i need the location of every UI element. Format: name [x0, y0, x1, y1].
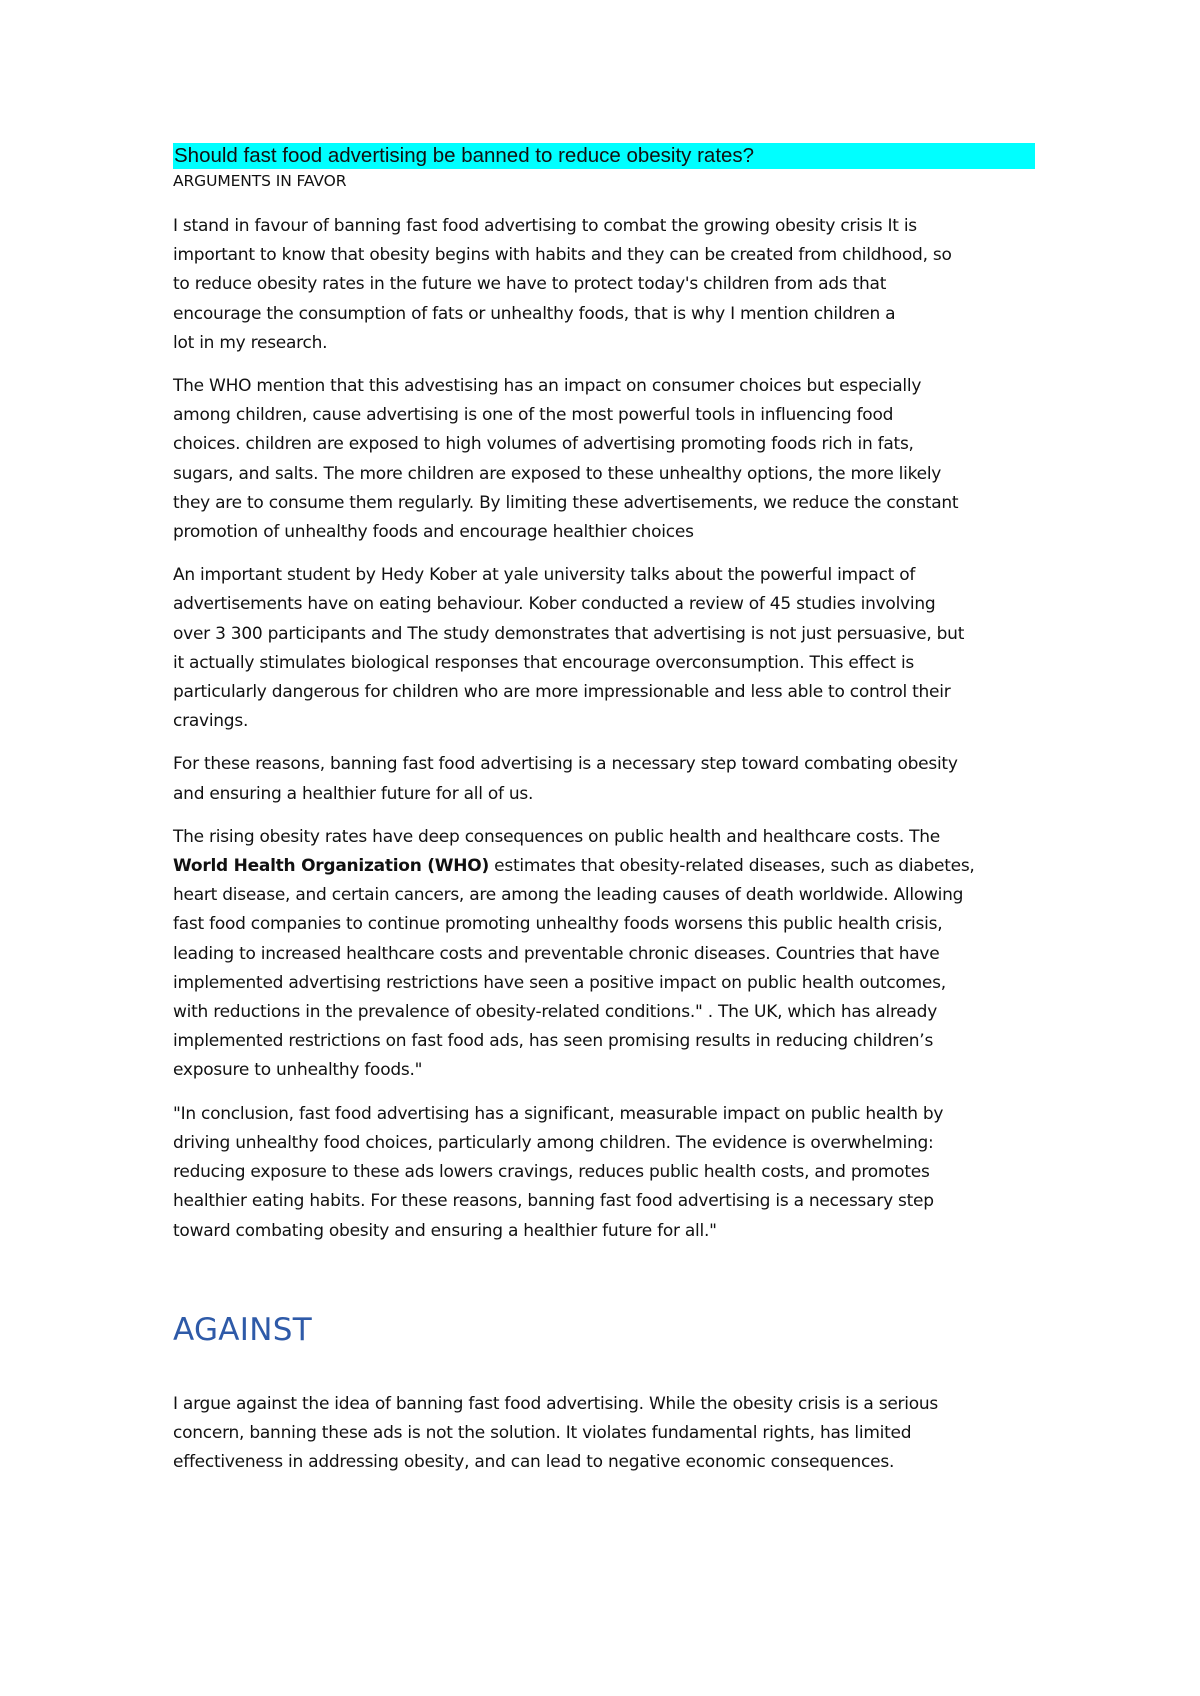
text-line: important to know that obesity begins with habits and they can be created from childhood, so	[173, 245, 952, 266]
document-body	[173, 143, 1035, 1491]
text-line: sugars, and salts. The more children are exposed to these unhealthy options, the more likely	[173, 463, 942, 484]
text-line: encourage the consumption of fats or unhealthy foods, that is why I mention children a	[173, 303, 896, 324]
text-line: reducing exposure to these ads lowers cravings, reduces public health costs, and promotes	[173, 1162, 930, 1183]
text-span: estimates that obesity-related diseases, such as diabetes,	[488, 856, 975, 877]
against-paragraph	[173, 1390, 1035, 1478]
text-line: with reductions in the prevalence of obesity-related conditions." . The UK, which has already	[173, 1002, 938, 1023]
document-title: Should fast food advertising be banned to reduce obesity rates?	[173, 143, 1035, 169]
text-line: An important student by Hedy Kober at yale university talks about the powerful impact of	[173, 565, 916, 586]
favor-heading: ARGUMENTS IN FAVOR	[173, 172, 347, 190]
favor-paragraph-3	[173, 561, 1035, 736]
text-line: leading to increased healthcare costs and preventable chronic diseases. Countries that have	[173, 943, 940, 964]
text-line: The rising obesity rates have deep consequences on public health and healthcare costs. The	[173, 826, 941, 847]
text-line: cravings.	[173, 711, 249, 732]
favor-paragraph-2	[173, 372, 1035, 547]
text-line: effectiveness in addressing obesity, and can lead to negative economic consequences.	[173, 1452, 895, 1473]
who-name-bold: World Health Organization (WHO)	[173, 856, 489, 877]
text-line: promotion of unhealthy foods and encourage healthier choices	[173, 522, 694, 543]
text-line: healthier eating habits. For these reasons, banning fast food advertising is a necessary step	[173, 1191, 934, 1212]
text-line: among children, cause advertising is one of the most powerful tools in influencing food	[173, 405, 894, 426]
favor-paragraph-4	[173, 750, 1035, 808]
against-heading: AGAINST	[173, 1311, 312, 1348]
text-line: choices. children are exposed to high volumes of advertising promoting foods rich in fats,	[173, 434, 914, 455]
who-paragraph	[173, 823, 1035, 1086]
text-line: particularly dangerous for children who are more impressionable and less able to control their	[173, 682, 951, 703]
text-line: implemented restrictions on fast food ads, has seen promising results in reducing children’s	[173, 1031, 934, 1052]
text-line: toward combating obesity and ensuring a healthier future for all."	[173, 1220, 717, 1241]
text-line: I argue against the idea of banning fast food advertising. While the obesity crisis is a serious	[173, 1393, 939, 1414]
text-line: implemented advertising restrictions have seen a positive impact on public health outcomes,	[173, 972, 946, 993]
text-line: and ensuring a healthier future for all of us.	[173, 783, 534, 804]
text-line: it actually stimulates biological responses that encourage overconsumption. This effect is	[173, 652, 915, 673]
text-line: I stand in favour of banning fast food advertising to combat the growing obesity crisis It is	[173, 216, 917, 236]
text-line: lot in my research.	[173, 332, 328, 353]
text-line: fast food companies to continue promoting unhealthy foods worsens this public health crisis,	[173, 914, 943, 935]
text-line: "In conclusion, fast food advertising has a significant, measurable impact on public health by	[173, 1103, 944, 1124]
text-line: over 3 300 participants and The study demonstrates that advertising is not just persuasive, but	[173, 623, 965, 644]
text-line: heart disease, and certain cancers, are among the leading causes of death worldwide. Allowing	[173, 885, 964, 906]
text-line: they are to consume them regularly. By limiting these advertisements, we reduce the constant	[173, 492, 959, 513]
conclusion-paragraph	[173, 1100, 1035, 1246]
text-line: exposure to unhealthy foods."	[173, 1060, 423, 1081]
text-line: to reduce obesity rates in the future we have to protect today's children from ads that	[173, 274, 887, 295]
text-line: advertisements have on eating behaviour. Kober conducted a review of 45 studies involving	[173, 594, 936, 615]
text-line: The WHO mention that this advestising has an impact on consumer choices but especially	[173, 376, 922, 397]
text-line: concern, banning these ads is not the solution. It violates fundamental rights, has limited	[173, 1422, 912, 1443]
text-line: For these reasons, banning fast food advertising is a necessary step toward combating obesity	[173, 754, 958, 775]
text-line	[173, 852, 1035, 881]
favor-paragraph-1	[173, 212, 1035, 358]
text-line: driving unhealthy food choices, particularly among children. The evidence is overwhelming:	[173, 1132, 934, 1153]
